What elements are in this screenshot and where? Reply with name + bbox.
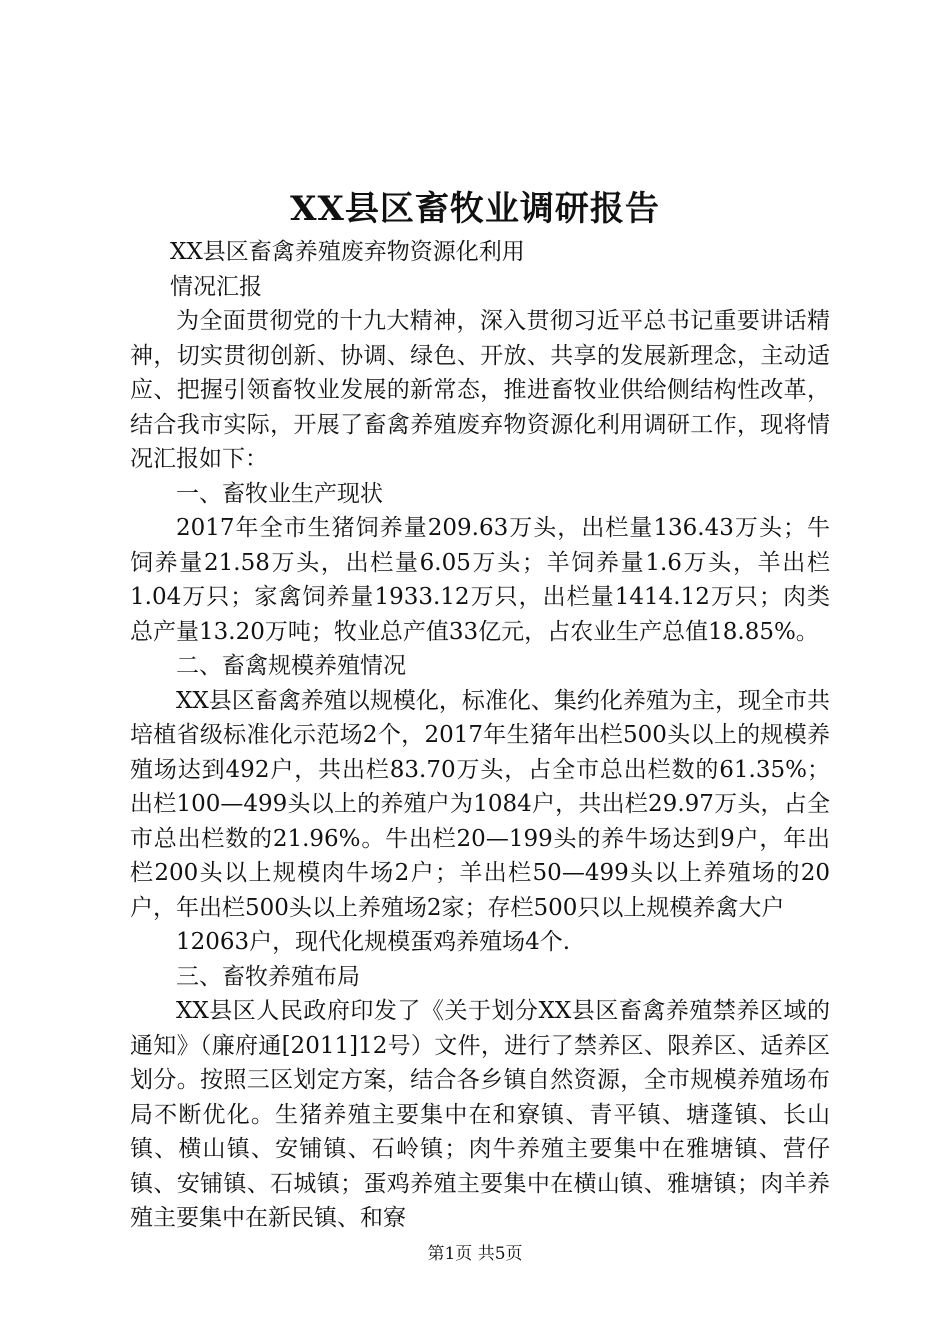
document-body — [130, 235, 830, 1236]
page-footer: 第1页 共5页 — [427, 1244, 523, 1264]
paragraph-scale-farming-cont: 12063户，现代化规模蛋鸡养殖场4个. — [176, 929, 571, 955]
paragraph-scale-farming: XX县区畜禽养殖以规模化，标准化、集约化养殖为主，现全市共培植省级标准化示范场2个，2017年生猪年出栏500头以上的规模养殖场达到492户，共出栏83.70万头，占全市总出栏数的61.35%；出栏100—499头以上的养殖户为1084户，共出栏29.97万头，占全市总出栏数的21.96%。牛出栏20—199头的养牛场达到9户，年出栏200头以上规模肉牛场2户；羊出栏50—499头以上养殖场的20户，年出栏500头以上养殖场2家；存栏500只以上规模养禽大户 — [130, 687, 830, 921]
paragraph-layout: XX县区人民政府印发了《关于划分XX县区畜禽养殖禁养区域的通知》（廉府通[2011]12号）文件，进行了禁养区、限养区、适养区划分。按照三区划定方案，结合各乡镇自然资源，全市规模养殖场布局不断优化。生猪养殖主要集中在和寮镇、青平镇、塘蓬镇、长山镇、横山镇、安铺镇、石岭镇；肉牛养殖主要集中在雅塘镇、营仔镇、安铺镇、石城镇；蛋鸡养殖主要集中在横山镇、雅塘镇；肉羊养殖主要集中在新民镇、和寮 — [130, 998, 830, 1231]
subtitle-line-1: XX县区畜禽养殖废弃物资源化利用 — [170, 239, 525, 265]
section-heading-1: 一、畜牧业生产现状 — [176, 480, 383, 507]
document-title: XX县区畜牧业调研报告 — [290, 189, 660, 229]
paragraph-production-status: 2017年全市生猪饲养量209.63万头，出栏量136.43万头；牛饲养量21.58万头，出栏量6.05万头；羊饲养量1.6万头，羊出栏1.04万只；家禽饲养量1933.12万只，出栏量1414.12万只；肉类总产量13.20万吨；牧业总产值33亿元，占农业生产总值18.85%。 — [130, 515, 830, 645]
subtitle-line-2: 情况汇报 — [170, 273, 262, 300]
section-heading-3: 三、畜牧养殖布局 — [176, 963, 360, 990]
section-heading-2: 二、畜禽规模养殖情况 — [176, 653, 406, 679]
paragraph-intro: 为全面贯彻党的十九大精神，深入贯彻习近平总书记重要讲话精神，切实贯彻创新、协调、绿色、开放、共享的发展新理念，主动适应、把握引领畜牧业发展的新常态，推进畜牧业供给侧结构性改革，结合我市实际，开展了畜禽养殖废弃物资源化利用调研工作，现将情况汇报如下： — [130, 308, 830, 472]
